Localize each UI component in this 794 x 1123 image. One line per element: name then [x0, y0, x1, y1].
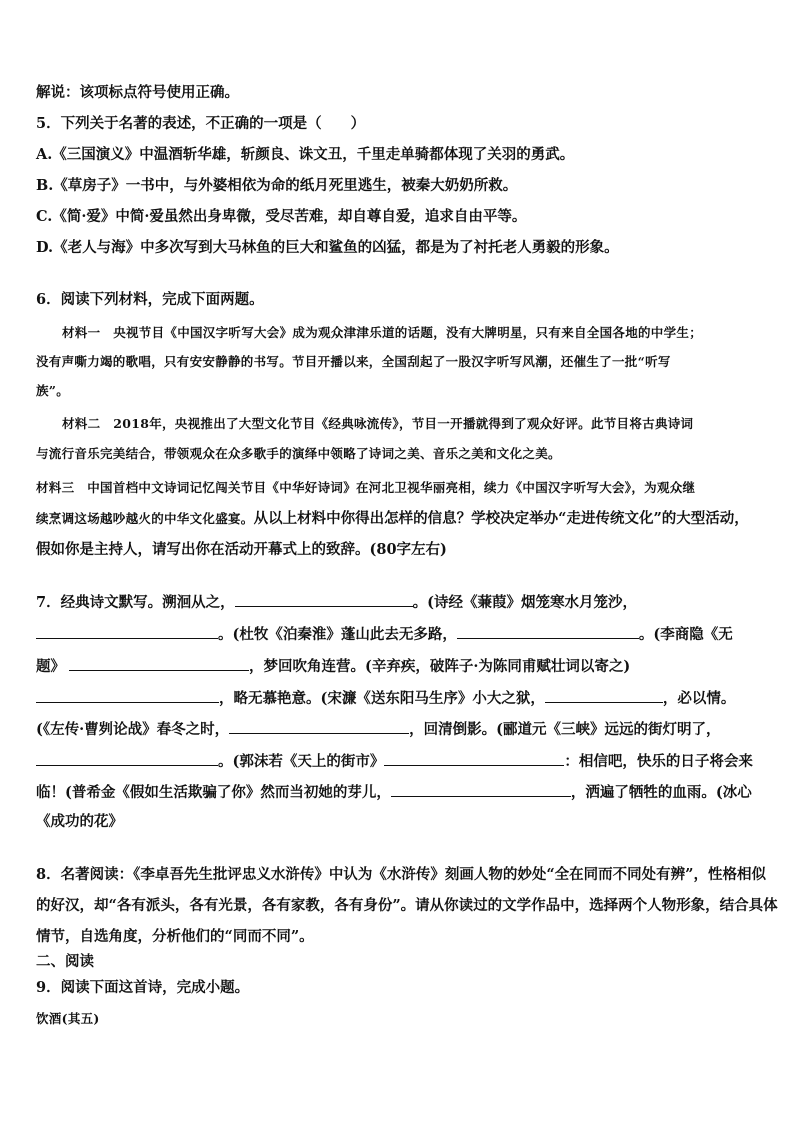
material-2-line-1: 材料二 2018年，央视推出了大型文化节目《经典咏流传》，节目一开播就得到了观众好评。此节目将古典诗词 [62, 416, 694, 431]
answer-blank[interactable] [384, 751, 564, 766]
question-5-option-b: B.《草房子》一书中，与外婆相依为命的纸月死里逃生，被秦大奶奶所救。 [36, 177, 518, 194]
section-2-heading: 二、阅读 [36, 953, 94, 970]
material-3-line-2 [36, 509, 749, 529]
answer-blank[interactable] [36, 688, 219, 703]
material-2-line-2: 与流行音乐完美结合，带领观众在众多歌手的演绎中领略了诗词之美、音乐之美和文化之美。 [36, 446, 561, 461]
q7-text: 。(杜牧《泊秦淮》蓬山此去无多路， [218, 626, 457, 643]
answer-explanation: 解说：该项标点符号使用正确。 [36, 84, 239, 101]
question-5-stem: 5．下列关于名著的表述，不正确的一项是（ ） [36, 115, 366, 132]
question-7-line-4 [36, 688, 735, 709]
q7-text: 临！(普希金《假如生活欺骗了你》然而当初她的芽儿， [36, 784, 391, 801]
material-1-line-3: 族”。 [36, 383, 70, 398]
q7-text: ，洒遍了牺牲的血雨。(冰心 [570, 784, 752, 801]
question-6-prompt: 从以上材料中你得出怎样的信息？学校决定举办“走进传统文化”的大型活动， [253, 510, 749, 527]
question-7-line-1 [36, 592, 637, 613]
question-6-prompt-cont: 假如你是主持人，请写出你在活动开幕式上的致辞。(80字左右) [36, 541, 447, 558]
q7-text: ：相信吧，快乐的日子将会来 [564, 753, 753, 770]
question-9-stem: 9．阅读下面这首诗，完成小题。 [36, 979, 250, 996]
question-7-line-3 [36, 656, 630, 677]
question-8-line-1: 8．名著阅读：《李卓吾先生批评忠义水浒传》中认为《水浒传》刻画人物的妙处“全在同而不同处有辨”，性格相似 [36, 866, 767, 883]
question-7-line-7 [36, 782, 752, 803]
question-5-option-d: D.《老人与海》中多次写到大马林鱼的巨大和鲨鱼的凶猛，都是为了衬托老人勇毅的形象。 [36, 239, 619, 256]
q7-text: ，梦回吹角连营。(辛弃疾，破阵子·为陈同甫赋壮词以寄之) [249, 658, 631, 675]
answer-blank[interactable] [235, 592, 413, 607]
question-7-line-5 [36, 719, 721, 740]
material-1-line-2: 没有声嘶力竭的歌唱，只有安安静静的书写。节目开播以来，全国刮起了一股汉字听写风潮，还催生了一批“听写 [36, 354, 671, 369]
question-6-stem: 6．阅读下列材料，完成下面两题。 [36, 291, 264, 308]
question-8-line-3: 情节，自选角度，分析他们的“同而不同”。 [36, 928, 314, 945]
q7-text: 。(郭沫若《天上的街市》 [218, 753, 385, 770]
question-8-line-2: 的好汉，却“各有派头，各有光景，各有家教，各有身份”。请从你读过的文学作品中，选择两个人物形象，结合具体 [36, 897, 778, 914]
material-3-line-1: 材料三 中国首档中文诗词记忆闯关节目《中华好诗词》在河北卫视华丽亮相，续力《中国汉字听写大会》，为观众继 [36, 480, 696, 495]
answer-blank[interactable] [36, 751, 218, 766]
q7-text: ，略无慕艳意。(宋濂《送东阳马生序》小大之狱， [219, 690, 545, 707]
material-3-line-2-small: 续烹调这场越吵越火的中华文化盛宴。 [36, 511, 254, 526]
poem-title: 饮酒(其五) [36, 1011, 100, 1026]
question-5-option-a: A.《三国演义》中温酒斩华雄，斩颜良、诛文丑，千里走单骑都体现了关羽的勇武。 [36, 146, 575, 163]
q7-text: 。(诗经《蒹葭》烟笼寒水月笼沙， [412, 594, 637, 611]
q7-text: 题》 [36, 658, 65, 675]
q7-text: ，必以情。 [662, 690, 736, 707]
answer-blank[interactable] [545, 688, 663, 703]
answer-blank[interactable] [229, 719, 409, 734]
q7-text: 。(李商隐《无 [638, 626, 733, 643]
answer-blank[interactable] [457, 624, 639, 639]
material-1-line-1: 材料一 央视节目《中国汉字听写大会》成为观众津津乐道的话题，没有大牌明星，只有来自全国各地的中学生； [62, 325, 703, 340]
q7-text: ，回清倒影。(郦道元《三峡》远远的街灯明了， [409, 721, 721, 738]
q7-text: (《左传·曹刿论战》春冬之时， [36, 721, 230, 738]
question-7-line-6 [36, 751, 753, 772]
question-7-line-8: 《成功的花》 [36, 813, 123, 830]
answer-blank[interactable] [69, 656, 249, 671]
answer-blank[interactable] [36, 624, 218, 639]
question-5-option-c: C.《简·爱》中简·爱虽然出身卑微，受尽苦难，却自尊自爱，追求自由平等。 [36, 208, 527, 225]
q7-text: 7．经典诗文默写。溯洄从之， [36, 594, 235, 611]
question-7-line-2 [36, 624, 733, 645]
answer-blank[interactable] [391, 782, 571, 797]
